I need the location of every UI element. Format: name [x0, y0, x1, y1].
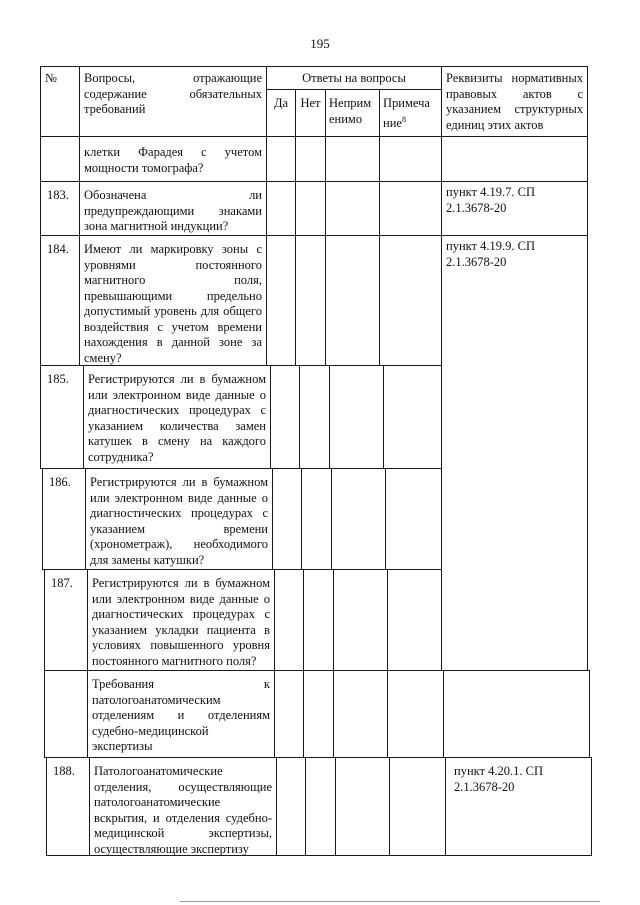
header-questions: Вопросы, отражающие содержание обязательных требований — [79, 66, 267, 137]
answer-no-cell[interactable] — [301, 468, 332, 570]
answer-no-cell[interactable] — [295, 235, 326, 366]
answer-yes-cell[interactable] — [266, 235, 296, 366]
answer-na-cell[interactable] — [329, 365, 384, 469]
page-number: 195 — [310, 36, 330, 51]
header-note: Примеча ние$^8$ — [379, 89, 442, 137]
row-number: 188. — [46, 757, 90, 856]
answer-note-cell[interactable] — [379, 136, 442, 182]
row-question: Имеют ли маркировку зоны с уровнями постоянного магнитного поля, превышающими предельно допустимый уровень для общего воздействия с учетом времени нахождения в данной зоне за смену? — [79, 235, 267, 366]
answer-no-cell[interactable] — [295, 136, 326, 182]
bottom-rule — [180, 901, 600, 902]
answer-note-cell[interactable] — [383, 365, 442, 469]
row-number: 184. — [40, 235, 80, 366]
row-question: Регистрируются ли в бумажном или электронном виде данные о диагностических процедурах с указанием укладки пациента в условиях повышенного уровня постоянного магнитного поля? — [87, 569, 275, 671]
row-number: 185. — [40, 365, 84, 469]
row-number: 183. — [40, 181, 80, 236]
row-question: Регистрируются ли в бумажном или электронном виде данные о диагностических процедурах с указанием времени (хронометраж), необходимого для замены катушки? — [85, 468, 273, 570]
header-yes: Да — [266, 89, 296, 137]
header-references: Реквизиты нормативных правовых актов с указанием структурных единиц этих актов — [441, 66, 588, 137]
answer-na-cell[interactable] — [335, 757, 390, 856]
answer-yes-cell[interactable] — [270, 365, 300, 469]
answer-yes-cell[interactable] — [274, 569, 304, 671]
answer-na-cell[interactable] — [325, 235, 380, 366]
row-reference: пункт 4.19.7. СП 2.1.3678-20 — [441, 181, 588, 236]
header-answers: Ответы на вопросы — [266, 66, 442, 90]
row-reference: пункт 4.20.1. СП 2.1.3678-20 — [445, 757, 592, 856]
answer-no-cell[interactable] — [305, 757, 336, 856]
row-number: 187. — [44, 569, 88, 671]
answer-note-cell[interactable] — [379, 235, 442, 366]
section-heading: Требования к патологоанатомическим отделениям и отделениям судебно-медицинской экспертизы — [87, 670, 275, 758]
header-not-applicable: Неприм енимо — [325, 89, 380, 137]
row-question: Обозначена ли предупреждающими знаками зона магнитной индукции? — [79, 181, 267, 236]
row-number — [40, 136, 80, 182]
row-reference: пункт 4.19.9. СП 2.1.3678-20 — [441, 235, 588, 671]
header-no: Нет — [295, 89, 326, 137]
answer-no-cell[interactable] — [303, 569, 334, 671]
answer-yes-cell[interactable] — [266, 181, 296, 236]
answer-na-cell[interactable] — [333, 670, 388, 758]
row-number — [44, 670, 88, 758]
answer-yes-cell[interactable] — [272, 468, 302, 570]
answer-note-cell[interactable] — [389, 757, 446, 856]
answer-no-cell[interactable] — [295, 181, 326, 236]
answer-no-cell[interactable] — [303, 670, 334, 758]
answer-note-cell[interactable] — [387, 569, 442, 671]
answer-no-cell[interactable] — [299, 365, 330, 469]
answer-yes-cell[interactable] — [266, 136, 296, 182]
row-number: 186. — [42, 468, 86, 570]
answer-note-cell[interactable] — [379, 181, 442, 236]
answer-na-cell[interactable] — [331, 468, 386, 570]
row-question: Регистрируются ли в бумажном или электронном виде данные о диагностических процедурах с указанием количества замен катушек в смену на каждого сотрудника? — [83, 365, 271, 469]
answer-note-cell[interactable] — [385, 468, 442, 570]
row-reference — [443, 670, 590, 758]
answer-yes-cell[interactable] — [274, 670, 304, 758]
header-number: № — [40, 66, 80, 137]
answer-na-cell[interactable] — [333, 569, 388, 671]
answer-note-cell[interactable] — [387, 670, 444, 758]
answer-yes-cell[interactable] — [276, 757, 306, 856]
row-reference — [441, 136, 588, 182]
answer-na-cell[interactable] — [325, 181, 380, 236]
row-question: клетки Фарадея с учетом мощности томографа? — [79, 136, 267, 182]
row-question: Патологоанатомические отделения, осуществляющие патологоанатомические вскрытия, и отделения судебно-медицинской экспертизы, осуществляющие экспертизу — [89, 757, 277, 856]
answer-na-cell[interactable] — [325, 136, 380, 182]
